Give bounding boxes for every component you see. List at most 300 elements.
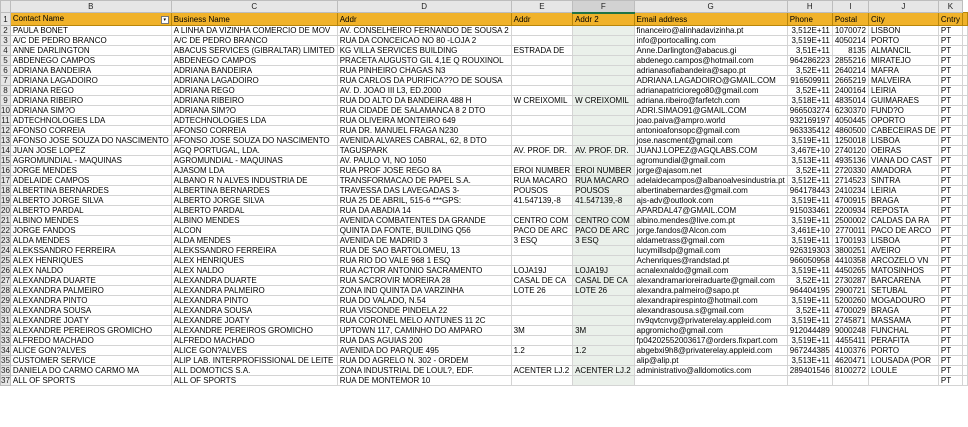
cell[interactable]: LOJA19J bbox=[511, 266, 572, 276]
row-header[interactable]: 35 bbox=[1, 356, 10, 365]
cell[interactable]: PT bbox=[938, 256, 962, 266]
cell[interactable]: PT bbox=[938, 156, 962, 166]
cell[interactable] bbox=[963, 36, 968, 46]
cell[interactable]: CASAL DE CA bbox=[573, 276, 634, 286]
select-all-corner[interactable] bbox=[1, 1, 11, 13]
cell[interactable] bbox=[511, 106, 572, 116]
cell[interactable]: RUA CORONEL MELO ANTUNES 11 2C bbox=[337, 316, 511, 326]
cell[interactable] bbox=[963, 256, 968, 266]
cell[interactable] bbox=[963, 246, 968, 256]
cell[interactable]: 3,52E+11 bbox=[787, 86, 832, 96]
cell[interactable]: adriana.ribeiro@farfetch.com bbox=[634, 96, 787, 106]
cell[interactable]: 3,519E+11 bbox=[787, 36, 832, 46]
cell[interactable]: 3,519E+11 bbox=[787, 316, 832, 326]
cell[interactable]: ALMANCIL bbox=[868, 46, 938, 56]
cell[interactable]: aldametrass@gmail.com bbox=[634, 236, 787, 246]
row-header[interactable]: 34 bbox=[1, 346, 10, 355]
cell[interactable]: 3,519E+11 bbox=[787, 296, 832, 306]
row-header[interactable]: 11 bbox=[1, 116, 10, 125]
cell[interactable]: ADRIANA.LAGADOIRO@GMAIL.COM bbox=[634, 76, 787, 86]
cell[interactable]: alexandrasousa.s@gmail.com bbox=[634, 306, 787, 316]
cell[interactable]: 41.547139,-8 bbox=[573, 196, 634, 206]
cell[interactable]: 8135 bbox=[832, 46, 868, 56]
cell[interactable] bbox=[963, 86, 968, 96]
cell[interactable]: ALBERTINA BERNARDES bbox=[10, 186, 171, 196]
column-header-b[interactable]: B bbox=[10, 1, 171, 13]
cell[interactable]: 2770011 bbox=[832, 226, 868, 236]
cell[interactable]: PT bbox=[938, 66, 962, 76]
cell[interactable]: ACENTER LJ.2 bbox=[511, 366, 572, 376]
cell[interactable]: 916509911 bbox=[787, 76, 832, 86]
cell[interactable]: MATOSINHOS bbox=[868, 266, 938, 276]
cell[interactable]: administrativo@alldomotics.com bbox=[634, 366, 787, 376]
cell[interactable] bbox=[511, 56, 572, 66]
cell[interactable] bbox=[573, 336, 634, 346]
cell[interactable]: adrianasofiabandeira@sapo.pt bbox=[634, 66, 787, 76]
cell[interactable]: PERAFITA bbox=[868, 336, 938, 346]
cell[interactable]: 2730287 bbox=[832, 276, 868, 286]
cell[interactable]: 3,461E+10 bbox=[787, 226, 832, 236]
cell[interactable]: RUA DE SAO BARTOLOMEU, 13 bbox=[337, 246, 511, 256]
row-header[interactable]: 36 bbox=[1, 366, 10, 375]
cell[interactable]: AGQ PORTUGAL, LDA. bbox=[171, 146, 337, 156]
cell[interactable]: JUANJ.LOPEZ@AGQLABS.COM bbox=[634, 146, 787, 156]
cell[interactable]: EROI NUMBER bbox=[511, 166, 572, 176]
cell[interactable]: AFONSO CORREIA bbox=[171, 126, 337, 136]
cell[interactable]: RUA OLIVEIRA MONTEIRO 649 bbox=[337, 116, 511, 126]
cell[interactable]: PT bbox=[938, 126, 962, 136]
row-header[interactable]: 21 bbox=[1, 216, 10, 225]
cell[interactable] bbox=[511, 116, 572, 126]
cell[interactable]: CUSTOMER SERVICE bbox=[10, 356, 171, 366]
cell[interactable]: 3,52E+11 bbox=[787, 276, 832, 286]
cell[interactable]: RUA CIDADE DE SALAMANCA 8 2 DTO bbox=[337, 106, 511, 116]
cell[interactable] bbox=[634, 376, 787, 386]
column-header-h[interactable]: H bbox=[787, 1, 832, 13]
cell[interactable]: 4450265 bbox=[832, 266, 868, 276]
cell[interactable]: 4100376 bbox=[832, 346, 868, 356]
cell[interactable]: AV. CONSELHEIRO FERNANDO DE SOUSA 2 bbox=[337, 26, 511, 36]
cell[interactable]: ALBERTO JORGE SILVA bbox=[171, 196, 337, 206]
cell[interactable]: LISBOA bbox=[868, 236, 938, 246]
cell[interactable]: AVENIDA DO PARQUE 495 bbox=[337, 346, 511, 356]
cell[interactable]: RUA DO ALTO DA BANDEIRA 488 H bbox=[337, 96, 511, 106]
cell[interactable]: albino.mendes@live.com.pt bbox=[634, 216, 787, 226]
cell[interactable]: 3,519E+11 bbox=[787, 196, 832, 206]
cell[interactable]: LOTE 26 bbox=[573, 286, 634, 296]
cell[interactable]: AFONSO JOSE SOUZA DO NASCIMENTO bbox=[171, 136, 337, 146]
cell[interactable]: RUA DA CONCEICAO NO 80 -LOJA 2 bbox=[337, 36, 511, 46]
cell[interactable]: ALL DOMOTICS S.A. bbox=[171, 366, 337, 376]
cell[interactable]: ACENTER LJ.2 bbox=[573, 366, 634, 376]
cell[interactable]: 3,52E+11 bbox=[787, 306, 832, 316]
cell[interactable]: ALICE GON?ALVES bbox=[171, 346, 337, 356]
cell[interactable]: ALEXANDRA PALMEIRO bbox=[171, 286, 337, 296]
cell[interactable]: PRACETA AUGUSTO GIL 4,1E Q ROUXINOL bbox=[337, 56, 511, 66]
cell[interactable]: AVENIDA DE MADRID 3 bbox=[337, 236, 511, 246]
column-header-f[interactable]: F bbox=[573, 1, 634, 13]
cell[interactable]: 3,512E+11 bbox=[787, 26, 832, 36]
cell[interactable]: MALVEIRA bbox=[868, 76, 938, 86]
cell[interactable] bbox=[963, 26, 968, 36]
row-header[interactable]: 14 bbox=[1, 146, 10, 155]
cell[interactable] bbox=[963, 106, 968, 116]
cell[interactable]: ABACUS SERVICES (GIBRALTAR) LIMITED bbox=[171, 46, 337, 56]
cell[interactable]: QUINTA DA FONTE, BUILDING Q56 bbox=[337, 226, 511, 236]
cell[interactable]: ADTECHNOLOGIES LDA bbox=[171, 116, 337, 126]
cell[interactable]: PT bbox=[938, 46, 962, 56]
cell[interactable]: ALBERTINA BERNARDES bbox=[171, 186, 337, 196]
cell[interactable]: ADRIANA BANDEIRA bbox=[171, 66, 337, 76]
cell[interactable]: AV. PAULO VI, NO 1050 bbox=[337, 156, 511, 166]
cell[interactable]: 1070072 bbox=[832, 26, 868, 36]
cell[interactable]: ADRI.SIMAO91@GMAIL.COM bbox=[634, 106, 787, 116]
cell[interactable] bbox=[963, 176, 968, 186]
row-header[interactable]: 7 bbox=[1, 76, 11, 86]
cell[interactable]: ALEXANDRE JOATY bbox=[10, 316, 171, 326]
cell[interactable]: LOTE 26 bbox=[511, 286, 572, 296]
cell[interactable] bbox=[511, 256, 572, 266]
cell[interactable]: AMADORA bbox=[868, 166, 938, 176]
cell[interactable]: AV. PROF. DR. bbox=[573, 146, 634, 156]
cell[interactable]: 6230370 bbox=[832, 106, 868, 116]
cell[interactable]: ALEXANDRA DUARTE bbox=[10, 276, 171, 286]
cell[interactable]: 2900721 bbox=[832, 286, 868, 296]
cell[interactable]: MASSAMA bbox=[868, 316, 938, 326]
cell[interactable] bbox=[963, 96, 968, 106]
cell[interactable]: ADRIANA LAGADOIRO bbox=[171, 76, 337, 86]
cell[interactable]: PT bbox=[938, 246, 962, 256]
cell[interactable]: SINTRA bbox=[868, 176, 938, 186]
cell[interactable] bbox=[573, 106, 634, 116]
cell[interactable] bbox=[573, 26, 634, 36]
cell[interactable]: PT bbox=[938, 196, 962, 206]
cell[interactable]: 1.2 bbox=[573, 346, 634, 356]
cell[interactable] bbox=[573, 86, 634, 96]
header-cell[interactable] bbox=[10, 13, 171, 26]
cell[interactable]: 3,519E+11 bbox=[787, 336, 832, 346]
cell[interactable]: Anne.Darlington@abacus.gi bbox=[634, 46, 787, 56]
cell[interactable]: lucymillsdp@gmail.com bbox=[634, 246, 787, 256]
cell[interactable]: joao.paiva@ampro.world bbox=[634, 116, 787, 126]
row-header[interactable]: 31 bbox=[1, 316, 10, 325]
cell[interactable]: AVEIRO bbox=[868, 246, 938, 256]
header-cell[interactable] bbox=[511, 13, 572, 26]
cell[interactable]: PT bbox=[938, 266, 962, 276]
cell[interactable]: 2665219 bbox=[832, 76, 868, 86]
cell[interactable] bbox=[963, 186, 968, 196]
cell[interactable]: OEIRAS bbox=[868, 146, 938, 156]
header-cell[interactable] bbox=[938, 13, 962, 26]
cell[interactable]: 3M bbox=[511, 326, 572, 336]
cell[interactable] bbox=[963, 46, 968, 56]
cell[interactable]: ALCON bbox=[171, 226, 337, 236]
cell[interactable] bbox=[511, 156, 572, 166]
cell[interactable]: abgebxi9h8@privaterelay.appleid.com bbox=[634, 346, 787, 356]
cell[interactable]: antonioafonsopc@gmail.com bbox=[634, 126, 787, 136]
cell[interactable]: MAFRA bbox=[868, 66, 938, 76]
cell[interactable]: PORTO bbox=[868, 36, 938, 46]
cell[interactable]: ADRIANA SIM?O bbox=[171, 106, 337, 116]
cell[interactable]: PT bbox=[938, 326, 962, 336]
cell[interactable]: LOULE bbox=[868, 366, 938, 376]
cell[interactable] bbox=[963, 236, 968, 246]
row-header[interactable]: 24 bbox=[1, 246, 10, 255]
cell[interactable]: PT bbox=[938, 366, 962, 376]
cell[interactable]: PT bbox=[938, 166, 962, 176]
cell[interactable]: ALEX HENRIQUES bbox=[171, 256, 337, 266]
cell[interactable] bbox=[573, 246, 634, 256]
cell[interactable]: PT bbox=[938, 146, 962, 156]
cell[interactable]: ALBERTO JORGE SILVA bbox=[10, 196, 171, 206]
header-cell[interactable] bbox=[573, 13, 634, 26]
cell[interactable]: ARCOZELO VN bbox=[868, 256, 938, 266]
cell[interactable]: PT bbox=[938, 86, 962, 96]
row-header[interactable]: 29 bbox=[1, 296, 10, 305]
cell[interactable]: 289401546 bbox=[787, 366, 832, 376]
row-header[interactable]: 5 bbox=[1, 56, 11, 66]
cell[interactable]: 1250018 bbox=[832, 136, 868, 146]
cell[interactable]: CASAL DE CA bbox=[511, 276, 572, 286]
cell[interactable]: W CREIXOMIL bbox=[511, 96, 572, 106]
row-header[interactable]: 12 bbox=[1, 126, 10, 135]
column-header-e[interactable]: E bbox=[511, 1, 572, 13]
cell[interactable]: 3 ESQ bbox=[511, 236, 572, 246]
cell[interactable]: ALBINO MENDES bbox=[171, 216, 337, 226]
cell[interactable] bbox=[963, 166, 968, 176]
cell[interactable]: ALDA MENDES bbox=[10, 236, 171, 246]
cell[interactable]: 926319303 bbox=[787, 246, 832, 256]
cell[interactable]: jorge.fandos@Alcon.com bbox=[634, 226, 787, 236]
cell[interactable]: SETUBAL bbox=[868, 286, 938, 296]
cell[interactable]: ADELAIDE CAMPOS bbox=[10, 176, 171, 186]
cell[interactable]: RUA MACARO bbox=[573, 176, 634, 186]
cell[interactable]: 966503274 bbox=[787, 106, 832, 116]
cell[interactable]: ALBANO R N ALVES INDUSTRIA DE bbox=[171, 176, 337, 186]
cell[interactable]: ALEKSSANDRO FERREIRA bbox=[171, 246, 337, 256]
cell[interactable]: PT bbox=[938, 206, 962, 216]
cell[interactable]: 3800251 bbox=[832, 246, 868, 256]
cell[interactable]: ALEXANDRA DUARTE bbox=[171, 276, 337, 286]
row-header[interactable]: 37 bbox=[1, 376, 10, 385]
cell[interactable]: RUA CARLOS DA PURIFICA??O DE SOUSA bbox=[337, 76, 511, 86]
cell[interactable]: PT bbox=[938, 316, 962, 326]
cell[interactable]: LOUSADA (POR bbox=[868, 356, 938, 366]
cell[interactable] bbox=[963, 266, 968, 276]
cell[interactable]: A LINHA DA VIZINHA COMERCIO DE MOV bbox=[171, 26, 337, 36]
cell[interactable]: 964178443 bbox=[787, 186, 832, 196]
cell[interactable]: EROI NUMBER bbox=[573, 166, 634, 176]
cell[interactable]: ABDENEGO CAMPOS bbox=[10, 56, 171, 66]
cell[interactable]: 3,51E+11 bbox=[787, 46, 832, 56]
row-header[interactable]: 3 bbox=[1, 36, 11, 46]
cell[interactable]: BARCARENA bbox=[868, 276, 938, 286]
cell[interactable] bbox=[573, 46, 634, 56]
cell[interactable]: PT bbox=[938, 346, 962, 356]
cell[interactable]: PT bbox=[938, 356, 962, 366]
cell[interactable]: 3,467E+10 bbox=[787, 146, 832, 156]
cell[interactable]: 4620471 bbox=[832, 356, 868, 366]
cell[interactable] bbox=[511, 86, 572, 96]
cell[interactable]: GUIMARAES bbox=[868, 96, 938, 106]
cell[interactable] bbox=[573, 56, 634, 66]
row-header[interactable]: 13 bbox=[1, 136, 10, 145]
cell[interactable] bbox=[963, 336, 968, 346]
cell[interactable] bbox=[963, 126, 968, 136]
row-header[interactable]: 27 bbox=[1, 276, 10, 285]
cell[interactable]: ADRIANA SIM?O bbox=[10, 106, 171, 116]
cell[interactable]: PT bbox=[938, 376, 962, 386]
cell[interactable]: financeiro@alinhadavizinha.pt bbox=[634, 26, 787, 36]
cell[interactable]: AGROMUNDIAL - MAQUINAS bbox=[171, 156, 337, 166]
cell[interactable]: 3,513E+11 bbox=[787, 356, 832, 366]
cell[interactable]: OPORTO bbox=[868, 116, 938, 126]
cell[interactable]: ADRIANA BANDEIRA bbox=[10, 66, 171, 76]
cell[interactable] bbox=[963, 366, 968, 376]
cell[interactable]: FUNCHAL bbox=[868, 326, 938, 336]
cell[interactable]: PT bbox=[938, 286, 962, 296]
header-cell[interactable] bbox=[868, 13, 938, 26]
cell[interactable] bbox=[963, 356, 968, 366]
cell[interactable]: RUA MACARO bbox=[511, 176, 572, 186]
cell[interactable]: DANIELA DO CARMO CARMO MA bbox=[10, 366, 171, 376]
cell[interactable]: JORGE FANDOS bbox=[10, 226, 171, 236]
cell[interactable] bbox=[511, 36, 572, 46]
cell[interactable]: 1.2 bbox=[511, 346, 572, 356]
cell[interactable]: ADRIANA RIBEIRO bbox=[10, 96, 171, 106]
header-cell[interactable] bbox=[337, 13, 511, 26]
cell[interactable]: PACO DE ARC bbox=[573, 226, 634, 236]
cell[interactable] bbox=[963, 76, 968, 86]
cell[interactable]: ALFREDO MACHADO bbox=[10, 336, 171, 346]
header-cell[interactable] bbox=[832, 13, 868, 26]
cell[interactable]: ALEX NALDO bbox=[171, 266, 337, 276]
cell[interactable]: RUA DO AGRELO N. 302 - ORDEM bbox=[337, 356, 511, 366]
cell[interactable]: 4455411 bbox=[832, 336, 868, 346]
cell[interactable]: ALBINO MENDES bbox=[10, 216, 171, 226]
cell[interactable]: ALEXANDRA PINTO bbox=[10, 296, 171, 306]
cell[interactable]: nv9qvtcnvg@privaterelay.appleid.com bbox=[634, 316, 787, 326]
cell[interactable]: A/C DE PEDRO BRANCO bbox=[171, 36, 337, 46]
cell[interactable]: 4835014 bbox=[832, 96, 868, 106]
cell[interactable]: MIRATEJO bbox=[868, 56, 938, 66]
cell[interactable]: PT bbox=[938, 276, 962, 286]
cell[interactable]: PT bbox=[938, 226, 962, 236]
column-header-k[interactable]: K bbox=[938, 1, 962, 13]
cell[interactable]: CABECEIRAS DE bbox=[868, 126, 938, 136]
cell[interactable]: ALEXANDRA PALMEIRO bbox=[10, 286, 171, 296]
cell[interactable]: Achenriques@randstad.pt bbox=[634, 256, 787, 266]
cell[interactable]: ALEKSSANDRO FERREIRA bbox=[10, 246, 171, 256]
cell[interactable]: ALEXANDRE PEREIROS GROMICHO bbox=[10, 326, 171, 336]
row-header[interactable]: 6 bbox=[1, 66, 11, 76]
row-header[interactable]: 4 bbox=[1, 46, 11, 56]
cell[interactable]: jorge@ajasom.net bbox=[634, 166, 787, 176]
cell[interactable] bbox=[963, 56, 968, 66]
cell[interactable]: alexandrapirespinto@hotmail.com bbox=[634, 296, 787, 306]
cell[interactable]: LEIRIA bbox=[868, 186, 938, 196]
cell[interactable]: PT bbox=[938, 236, 962, 246]
row-header[interactable]: 17 bbox=[1, 176, 10, 185]
cell[interactable] bbox=[511, 376, 572, 386]
cell[interactable]: 9000248 bbox=[832, 326, 868, 336]
cell[interactable]: LOJA19J bbox=[573, 266, 634, 276]
cell[interactable] bbox=[963, 376, 968, 386]
cell[interactable]: RUA DR. MANUEL FRAGA N230 bbox=[337, 126, 511, 136]
cell[interactable] bbox=[573, 36, 634, 46]
cell[interactable]: LISBOA bbox=[868, 136, 938, 146]
row-header[interactable]: 25 bbox=[1, 256, 10, 265]
row-header[interactable]: 18 bbox=[1, 186, 10, 195]
cell[interactable]: 915033461 bbox=[787, 206, 832, 216]
cell[interactable]: CENTRO COM bbox=[511, 216, 572, 226]
cell[interactable]: PT bbox=[938, 76, 962, 86]
cell[interactable]: PT bbox=[938, 296, 962, 306]
cell[interactable]: ALEX HENRIQUES bbox=[10, 256, 171, 266]
cell[interactable] bbox=[963, 66, 968, 76]
cell[interactable] bbox=[511, 26, 572, 36]
cell[interactable]: adelaidecampos@albanoalvesindustria.pt bbox=[634, 176, 787, 186]
cell[interactable] bbox=[963, 326, 968, 336]
cell[interactable]: ADTECHNOLOGIES LDA bbox=[10, 116, 171, 126]
row-header[interactable]: 2 bbox=[1, 26, 11, 36]
cell[interactable]: LISBON bbox=[868, 26, 938, 36]
cell[interactable]: UPTOWN 117, CAMINHO DO AMPARO bbox=[337, 326, 511, 336]
cell[interactable] bbox=[963, 216, 968, 226]
cell[interactable]: ADRIANA LAGADOIRO bbox=[10, 76, 171, 86]
cell[interactable]: fp04202552003617@orders.fixpart.com bbox=[634, 336, 787, 346]
cell[interactable]: RUA PROF JOSE REGO 8A bbox=[337, 166, 511, 176]
cell[interactable]: JORGE MENDES bbox=[10, 166, 171, 176]
cell[interactable] bbox=[511, 296, 572, 306]
cell[interactable]: PT bbox=[938, 306, 962, 316]
cell[interactable]: ADRIANA REGO bbox=[171, 86, 337, 96]
cell[interactable]: AJASOM LDA bbox=[171, 166, 337, 176]
cell[interactable]: adrianapatriciorego80@gmail.com bbox=[634, 86, 787, 96]
cell[interactable] bbox=[573, 316, 634, 326]
cell[interactable]: ESTRADA DE bbox=[511, 46, 572, 56]
cell[interactable]: alexandra.palmeiro@sapo.pt bbox=[634, 286, 787, 296]
cell[interactable]: ajs-adv@outlook.com bbox=[634, 196, 787, 206]
cell[interactable] bbox=[963, 146, 968, 156]
cell[interactable]: 4050445 bbox=[832, 116, 868, 126]
cell[interactable]: AVENIDA ALVARES CABRAL, 62, 8 DTO bbox=[337, 136, 511, 146]
cell[interactable]: acnalexnaldo@gmail.com bbox=[634, 266, 787, 276]
cell[interactable]: PT bbox=[938, 136, 962, 146]
cell[interactable]: apgromicho@gmail.com bbox=[634, 326, 787, 336]
cell[interactable]: jose.nascment@gmail.com bbox=[634, 136, 787, 146]
cell[interactable]: RUA DE MONTEMOR 10 bbox=[337, 376, 511, 386]
cell[interactable] bbox=[573, 136, 634, 146]
row-header[interactable]: 8 bbox=[1, 86, 11, 96]
cell[interactable]: PACO DE ARCO bbox=[868, 226, 938, 236]
cell[interactable]: albertinabernardes@gmail.com bbox=[634, 186, 787, 196]
cell[interactable] bbox=[573, 376, 634, 386]
cell[interactable]: ADRIANA REGO bbox=[10, 86, 171, 96]
cell[interactable] bbox=[868, 376, 938, 386]
cell[interactable]: FUND?O bbox=[868, 106, 938, 116]
cell[interactable]: 2500002 bbox=[832, 216, 868, 226]
filter-dropdown-icon[interactable]: ▾ bbox=[161, 16, 169, 24]
cell[interactable]: PT bbox=[938, 176, 962, 186]
cell[interactable]: 3,513E+11 bbox=[787, 156, 832, 166]
cell[interactable]: PT bbox=[938, 56, 962, 66]
cell[interactable]: 963335412 bbox=[787, 126, 832, 136]
cell[interactable]: ANNE DARLINGTON bbox=[10, 46, 171, 56]
column-header-c[interactable]: C bbox=[171, 1, 337, 13]
cell[interactable]: MOGADOURO bbox=[868, 296, 938, 306]
cell[interactable] bbox=[573, 126, 634, 136]
